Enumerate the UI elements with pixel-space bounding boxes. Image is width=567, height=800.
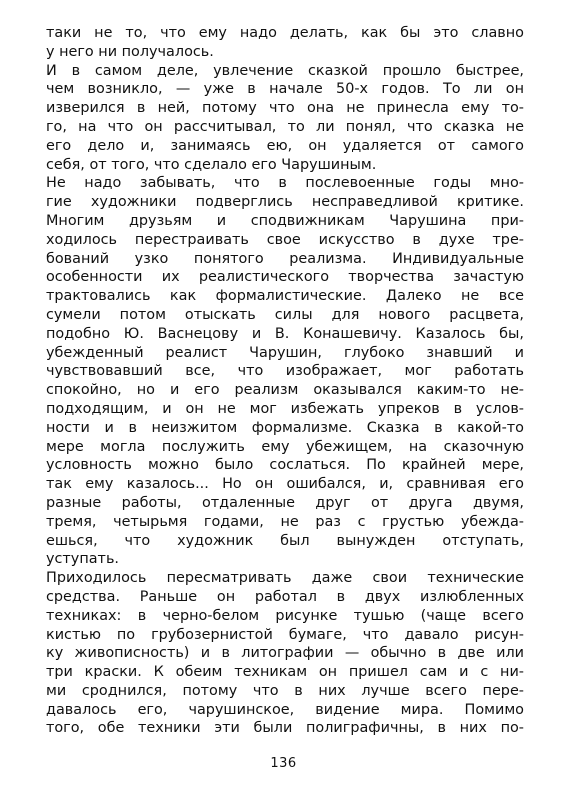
text-line: Не надо забывать, что в послевоенные годы мно- bbox=[46, 175, 524, 192]
text-line: бований узко понятого реализма. Индивидуальные bbox=[46, 250, 524, 267]
text-line: средства. Раньше он работал в двух излюбленных bbox=[46, 588, 524, 605]
text-line: разные работы, отдаленные друг от друга двумя, bbox=[46, 494, 524, 511]
text-line: подобно Ю. Васнецову и В. Конашевичу. Казалось бы, bbox=[46, 325, 524, 342]
text-line: ку живописность) и в литографии — обычно в две или bbox=[46, 645, 524, 662]
text-line: изверился в ней, потому что она не принесла ему то- bbox=[46, 100, 524, 117]
text-line: техниках: в черно-белом рисунке тушью (чаще всего bbox=[46, 607, 524, 624]
text-line: чувствовавший все, что изображает, мог работать bbox=[46, 363, 524, 380]
text-line: ми сроднился, потому что в них лучше всего пере- bbox=[46, 682, 524, 699]
text-line: у него ни получалось. bbox=[46, 43, 214, 60]
text-line: подходящим, и он не мог избежать упреков в услов- bbox=[46, 400, 524, 417]
text-line: его дело и, занимаясь ею, он удаляется от самого bbox=[46, 137, 524, 154]
text-line: Многим друзьям и сподвижникам Чарушина при- bbox=[46, 212, 524, 229]
text-line: тремя, четырьмя годами, не раз с грустью убежда- bbox=[46, 513, 524, 530]
text-line: кистью по грубозернистой бумаге, что давало рисун- bbox=[46, 626, 524, 643]
text-line: уступать. bbox=[46, 551, 119, 568]
page-text-block bbox=[46, 24, 524, 738]
text-line: давалось его, чарушинское, видение мира. Помимо bbox=[46, 701, 524, 718]
text-line: ешься, что художник был вынужден отступать, bbox=[46, 532, 524, 549]
text-line: трактовались как формалистические. Далеко не все bbox=[46, 288, 524, 305]
text-line: чем возникло, — уже в начале 50-х годов. То ли он bbox=[46, 81, 524, 98]
text-line: ности и в неизжитом формализме. Сказка в какой-то bbox=[46, 419, 524, 436]
text-line: того, обе техники эти были полиграфичны, в них по- bbox=[46, 720, 524, 737]
text-line: себя, от того, что сделало его Чарушиным. bbox=[46, 156, 377, 173]
text-line: три краски. К обеим техникам он пришел сам и с ни- bbox=[46, 664, 524, 681]
text-line: таки не то, что ему надо делать, как бы это славно bbox=[46, 25, 524, 41]
text-line: сумели потом отыскать силы для нового расцвета, bbox=[46, 306, 524, 323]
text-line: гие художники подверглись несправедливой критике. bbox=[46, 194, 524, 211]
text-line: мере могла послужить ему убежищем, на сказочную bbox=[46, 438, 524, 455]
text-line: И в самом деле, увлечение сказкой прошло быстрее, bbox=[46, 62, 524, 79]
text-line: Приходилось пересматривать даже свои технические bbox=[46, 570, 524, 587]
text-line: особенности их реалистического творчества зачастую bbox=[46, 269, 524, 286]
text-line: убежденный реалист Чарушин, глубоко знавший и bbox=[46, 344, 524, 361]
text-line: условность можно было сослаться. По крайней мере, bbox=[46, 457, 524, 474]
text-line: го, на что он рассчитывал, то ли понял, что сказка не bbox=[46, 118, 524, 135]
text-line: спокойно, но и его реализм оказывался каким-то не- bbox=[46, 382, 524, 399]
page-number: 136 bbox=[270, 756, 297, 771]
text-line: ходилось перестраивать свое искусство в духе тре- bbox=[46, 231, 524, 248]
text-line: так ему казалось... Но он ошибался, и, сравнивая его bbox=[46, 476, 524, 493]
